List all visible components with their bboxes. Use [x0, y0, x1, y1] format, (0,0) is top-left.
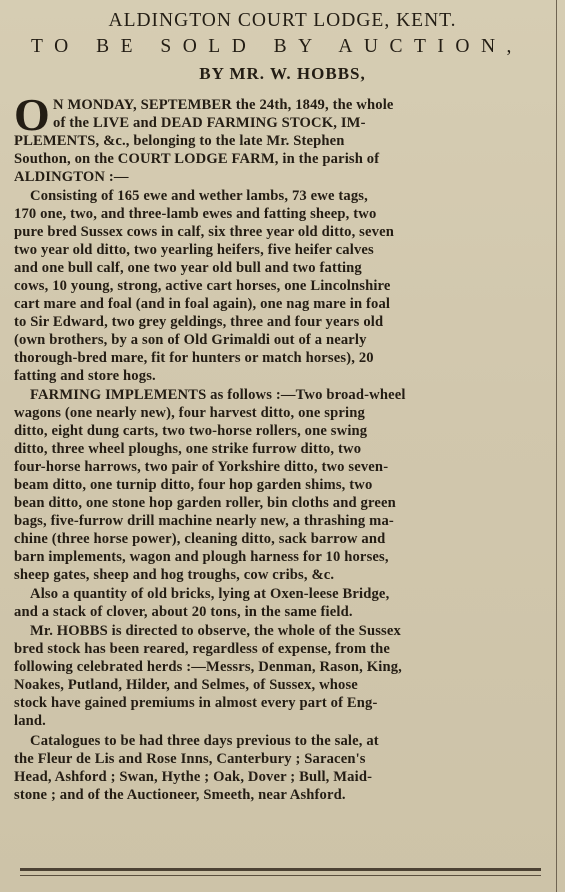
text-line: Noakes, Putland, Hilder, and Selmes, of Sussex, whose: [14, 677, 358, 693]
text-line: cart mare and foal (and in foal again), one nag mare in foal: [14, 296, 391, 312]
text-line: bean ditto, one stone hop garden roller, bin cloths and green: [14, 495, 396, 511]
text-line: four-horse harrows, two pair of Yorkshire ditto, two seven-: [14, 459, 389, 475]
text-line: and a stack of clover, about 20 tons, in the same field.: [14, 604, 353, 620]
text-line: wagons (one nearly new), four harvest ditto, one spring: [14, 405, 365, 421]
text-line: bags, five-furrow drill machine nearly new, a thrashing ma-: [14, 513, 394, 529]
text-line: Mr. HOBBS is directed to observe, the whole of the Sussex: [30, 623, 401, 639]
text-line: PLEMENTS, &c., belonging to the late Mr. Stephen: [14, 133, 345, 149]
text-line: cows, 10 young, strong, active cart horses, one Lincolnshire: [14, 278, 391, 294]
text-line: Head, Ashford ; Swan, Hythe ; Oak, Dover ; Bull, Maid-: [14, 769, 373, 785]
text-line: barn implements, wagon and plough harness for 10 horses,: [14, 549, 389, 565]
text-line: to Sir Edward, two grey geldings, three and four years old: [14, 314, 384, 330]
column-edge-rule: [556, 0, 557, 892]
ad-subtitle: TO BE SOLD BY AUCTION,: [31, 36, 523, 57]
text-line: ditto, three wheel ploughs, one strike furrow ditto, two: [14, 441, 362, 457]
footer-rule-thin: [20, 875, 541, 876]
text-line: beam ditto, one turnip ditto, four hop garden shims, two: [14, 477, 373, 493]
text-line: chine (three horse power), cleaning ditto, sack barrow and: [14, 531, 386, 547]
text-line: following celebrated herds :—Messrs, Denman, Rason, King,: [14, 659, 402, 675]
text-line: sheep gates, sheep and hog troughs, cow cribs, &c.: [14, 567, 335, 583]
text-line: bred stock has been reared, regardless of expense, from the: [14, 641, 390, 657]
text-line: ditto, eight dung carts, two two-horse rollers, one swing: [14, 423, 368, 439]
text-line: Consisting of 165 ewe and wether lambs, 73 ewe tags,: [30, 188, 368, 204]
text-line: Catalogues to be had three days previous to the sale, at: [30, 733, 379, 749]
text-line: pure bred Sussex cows in calf, six three year old ditto, seven: [14, 224, 394, 240]
drop-capital: O: [14, 89, 50, 140]
text-line: ALDINGTON :—: [14, 169, 129, 185]
footer-rule-thick: [20, 868, 541, 871]
text-line: 170 one, two, and three-lamb ewes and fatting sheep, two: [14, 206, 377, 222]
text-line: and one bull calf, one two year old bull and two fatting: [14, 260, 362, 276]
text-line: thorough-bred mare, fit for hunters or match horses), 20: [14, 350, 374, 366]
text-line: two year old ditto, two yearling heifers, five heifer calves: [14, 242, 374, 258]
text-line: stone ; and of the Auctioneer, Smeeth, near Ashford.: [14, 787, 346, 803]
ad-auctioneer: BY MR. W. HOBBS,: [199, 64, 366, 83]
text-line: stock have gained premiums in almost every part of Eng-: [14, 695, 378, 711]
text-line: of the LIVE and DEAD FARMING STOCK, IM-: [53, 115, 366, 131]
text-line: fatting and store hogs.: [14, 368, 156, 384]
text-line: the Fleur de Lis and Rose Inns, Canterbury ; Saracen's: [14, 751, 366, 767]
text-line: (own brothers, by a son of Old Grimaldi out of a nearly: [14, 332, 367, 348]
ad-title: ALDINGTON COURT LODGE, KENT.: [108, 10, 457, 31]
text-line: Also a quantity of old bricks, lying at Oxen-leese Bridge,: [30, 586, 390, 602]
text-line: N MONDAY, SEPTEMBER the 24th, 1849, the whole: [53, 97, 394, 113]
text-line: FARMING IMPLEMENTS as follows :—Two broad-wheel: [30, 387, 406, 403]
text-line: land.: [14, 713, 46, 729]
text-line: Southon, on the COURT LODGE FARM, in the parish of: [14, 151, 380, 167]
